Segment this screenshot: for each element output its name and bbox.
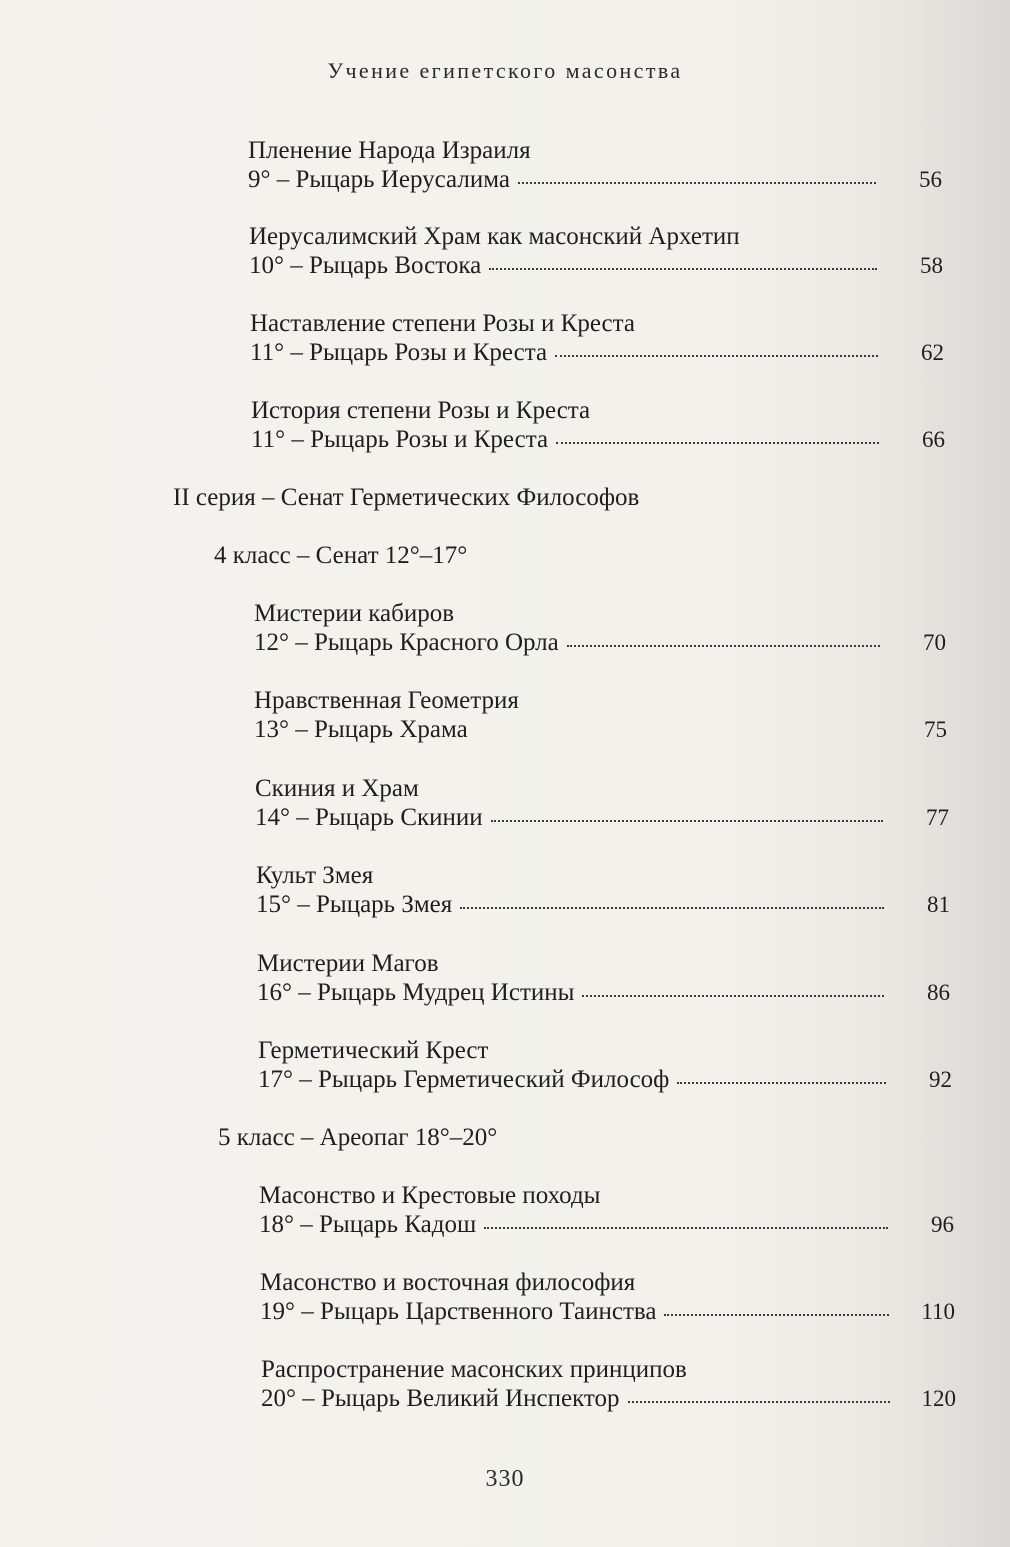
- toc-entry-degree: 16° – Рыцарь Мудрец Истины: [257, 979, 575, 1006]
- series-heading: II серия – Сенат Герметических Философов: [173, 484, 640, 511]
- toc-entry-line: [255, 803, 949, 832]
- dot-leader: [491, 820, 883, 822]
- toc-entry-line: [256, 890, 950, 919]
- page-number: 330: [485, 1466, 525, 1492]
- toc-entry-page: 110: [921, 1299, 955, 1324]
- toc-entry: [256, 861, 950, 919]
- toc-entry-line: [260, 1297, 955, 1326]
- toc-entry-page: 62: [921, 340, 944, 365]
- dot-leader: [556, 442, 879, 444]
- dot-leader: [567, 645, 880, 647]
- toc-entry: [254, 686, 947, 744]
- toc-entry-degree: 13° – Рыцарь Храма: [254, 716, 468, 743]
- toc-entry-degree: 10° – Рыцарь Востока: [249, 252, 482, 279]
- toc-entry: [254, 599, 946, 657]
- toc-entry: [248, 136, 942, 194]
- toc-entry-degree: 20° – Рыцарь Великий Инспектор: [261, 1385, 620, 1412]
- class-heading: 4 класс – Сенат 12°–17°: [214, 542, 468, 569]
- dot-leader: [460, 907, 884, 909]
- toc-entry: [250, 309, 944, 367]
- toc-entry-line: [251, 425, 945, 454]
- toc-entry-page: 92: [929, 1067, 952, 1092]
- toc-entry-title: Культ Змея: [256, 862, 374, 889]
- toc-entry-line: [249, 251, 943, 280]
- dot-leader: [628, 1401, 890, 1403]
- toc-entry: [257, 949, 950, 1007]
- toc-entry-line: [254, 715, 947, 744]
- toc-entry-line: [250, 338, 944, 367]
- toc-entry-page: 70: [923, 630, 946, 655]
- dot-leader: [664, 1314, 889, 1316]
- dot-leader: [484, 1227, 888, 1229]
- toc-entry-degree: 11° – Рыцарь Розы и Креста: [251, 426, 549, 453]
- toc-entry-page: 96: [931, 1212, 954, 1237]
- toc-entry-title: Наставление степени Розы и Креста: [250, 310, 635, 337]
- dot-leader: [518, 182, 876, 184]
- toc-entry-page: 120: [921, 1386, 956, 1411]
- toc-entry-degree: 9° – Рыцарь Иерусалима: [248, 166, 510, 193]
- toc-entry-title: Пленение Народа Израиля: [248, 137, 531, 164]
- toc-entry-degree: 17° – Рыцарь Герметический Философ: [258, 1066, 670, 1093]
- toc-entry: [249, 222, 943, 280]
- toc-entry-page: 56: [919, 167, 942, 192]
- toc-entry-page: 66: [922, 427, 945, 452]
- toc-entry: [261, 1355, 956, 1413]
- dot-leader: [582, 995, 884, 997]
- running-head: Учение египетского масонства: [327, 58, 683, 83]
- toc-entry: [258, 1036, 952, 1094]
- toc-entry-line: [261, 1384, 956, 1413]
- toc-entry: [255, 774, 949, 832]
- toc-entry-line: [259, 1210, 954, 1239]
- toc-entry-page: 86: [927, 980, 950, 1005]
- dot-leader: [555, 355, 878, 357]
- toc-entry-degree: 14° – Рыцарь Скинии: [255, 804, 483, 831]
- toc-entry-page: 77: [926, 805, 949, 830]
- toc-entry-title: История степени Розы и Креста: [251, 397, 591, 424]
- toc-entry: [251, 396, 945, 454]
- toc-entry-line: [254, 628, 946, 657]
- toc-entry-line: [248, 165, 942, 194]
- toc-entry-degree: 12° – Рыцарь Красного Орла: [254, 629, 559, 656]
- dot-leader: [677, 1082, 886, 1084]
- toc-entry-line: [258, 1065, 952, 1094]
- toc-entry-line: [257, 978, 950, 1007]
- toc-entry-page: 81: [927, 892, 950, 917]
- toc-entry-title: Скиния и Храм: [255, 775, 419, 802]
- toc-entry-title: Герметический Крест: [258, 1037, 489, 1064]
- toc-entry-degree: 11° – Рыцарь Розы и Креста: [250, 339, 548, 366]
- toc-entry-title: Мистерии Магов: [257, 950, 439, 977]
- toc-entry-page: 75: [924, 717, 947, 742]
- toc-entry-page: 58: [920, 253, 943, 278]
- class-heading: 5 класс – Ареопаг 18°–20°: [218, 1124, 498, 1151]
- toc-entry-title: Мистерии кабиров: [254, 600, 454, 627]
- toc-entry-degree: 19° – Рыцарь Царственного Таинства: [260, 1298, 657, 1325]
- toc-entry-degree: 15° – Рыцарь Змея: [256, 891, 453, 918]
- toc-entry-title: Распространение масонских принципов: [261, 1356, 687, 1383]
- toc-entry: [259, 1181, 954, 1239]
- toc-entry: [260, 1268, 955, 1326]
- dot-leader: [489, 268, 877, 270]
- toc-entry-title: Масонство и восточная философия: [260, 1269, 636, 1296]
- toc-entry-title: Масонство и Крестовые походы: [259, 1182, 601, 1209]
- toc-entry-title: Иерусалимский Храм как масонский Архетип: [249, 223, 740, 250]
- toc-entry-title: Нравственная Геометрия: [254, 687, 519, 714]
- toc-entry-degree: 18° – Рыцарь Кадош: [259, 1211, 477, 1238]
